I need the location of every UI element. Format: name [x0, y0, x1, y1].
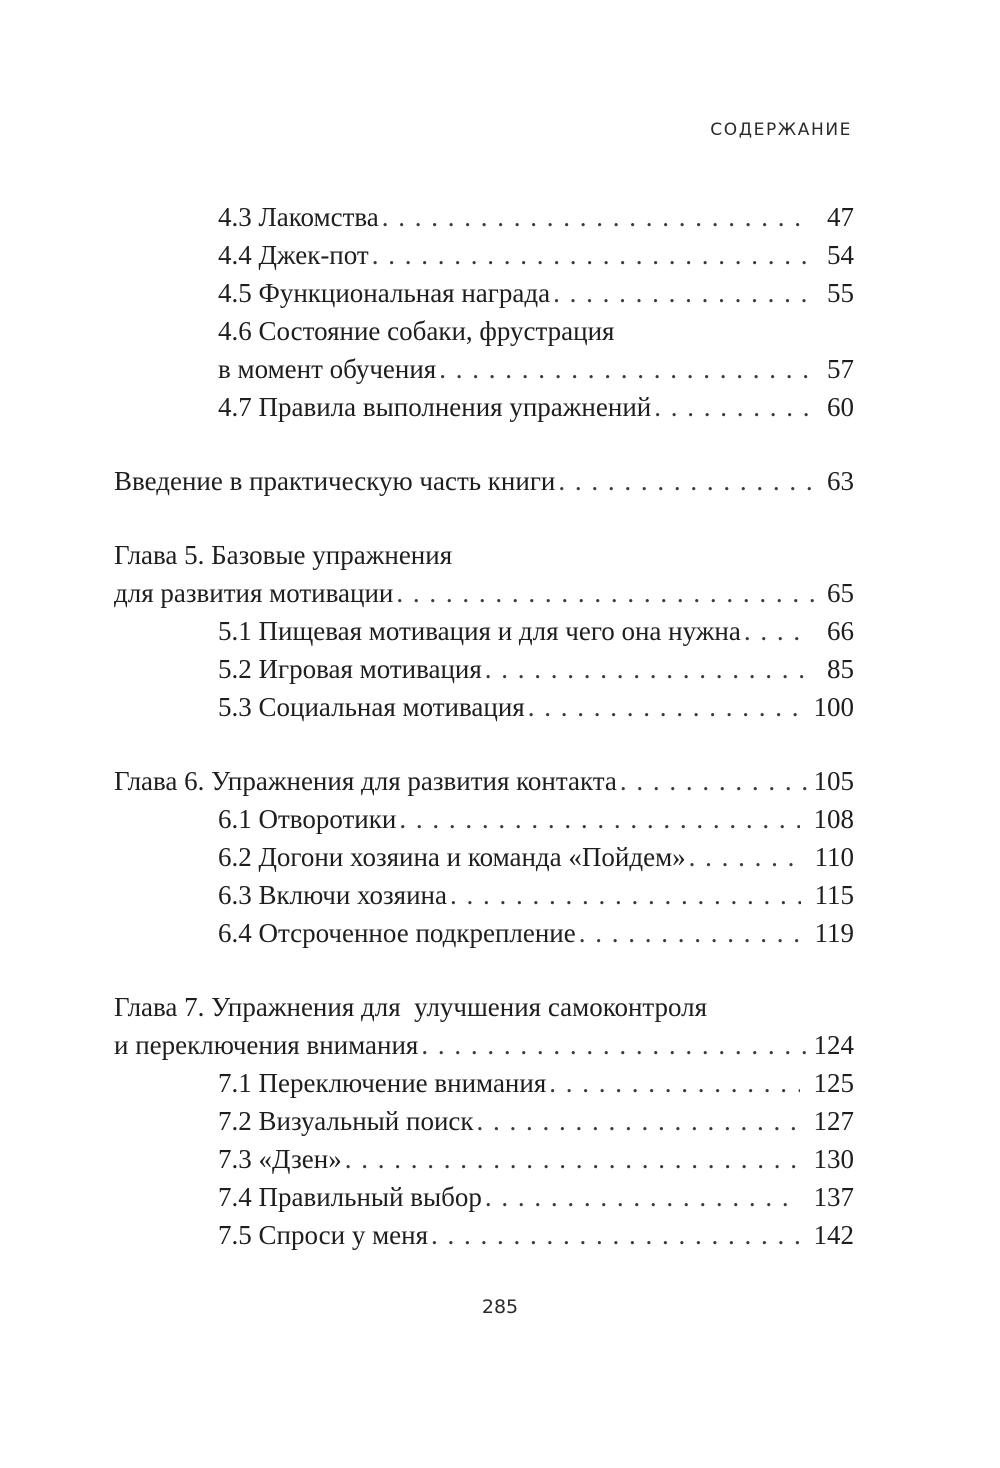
toc-entry-page: 119 [814, 918, 854, 948]
toc-entry-title: Введение в практическую часть книги [114, 466, 556, 496]
toc-entry-5-3[interactable] [114, 688, 854, 726]
toc-entry-page: 125 [813, 1068, 854, 1098]
toc-entry-4-6-line1[interactable]: 4.6 Состояние собаки, фрустрация [218, 316, 615, 346]
toc-chapter-7[interactable] [114, 1026, 854, 1064]
dot-leader [549, 1064, 799, 1102]
toc-entry-6-2[interactable] [114, 838, 854, 876]
toc-entry-page: 124 [813, 1030, 854, 1060]
toc-chapter-6[interactable] [114, 762, 854, 800]
toc-entry-page: 55 [827, 278, 854, 308]
toc-entry-page: 54 [827, 240, 854, 270]
toc-entry-page: 85 [827, 654, 854, 684]
toc-entry-page: 127 [813, 1106, 854, 1136]
toc-entry-page: 137 [813, 1182, 854, 1212]
page-number: 285 [481, 1296, 519, 1318]
toc-entry-title: 6.4 Отсроченное подкрепление [218, 918, 576, 948]
dot-leader [396, 574, 820, 612]
dot-leader [744, 612, 810, 650]
toc-entry-title: 4.7 Правила выполнения упражнений [218, 392, 652, 422]
dot-leader [382, 198, 810, 236]
toc-entry-7-4[interactable] [114, 1178, 854, 1216]
toc-entry-7-1[interactable] [114, 1064, 854, 1102]
toc-entry-4-3[interactable] [114, 198, 854, 236]
toc-entry-6-4[interactable] [114, 914, 854, 952]
toc-entry-5-1[interactable] [114, 612, 854, 650]
toc-entry-title: 6.1 Отворотики [218, 804, 397, 834]
spacer [114, 952, 854, 988]
toc-entry-intro[interactable] [114, 462, 854, 500]
dot-leader [345, 1140, 800, 1178]
toc-entry-page: 60 [827, 392, 854, 422]
toc-entry-title: 7.3 «Дзен» [218, 1144, 342, 1174]
toc-entry-page: 105 [813, 766, 854, 796]
dot-leader [558, 462, 820, 500]
toc-entry-page: 130 [813, 1144, 854, 1174]
dot-leader [620, 762, 810, 800]
toc-entry-6-3[interactable] [114, 876, 854, 914]
dot-leader [689, 838, 801, 876]
toc-entry-6-1[interactable] [114, 800, 854, 838]
dot-leader [372, 236, 810, 274]
toc-entry-title: 5.2 Игровая мотивация [218, 654, 482, 684]
spacer [114, 500, 854, 536]
toc-entry-page: 110 [814, 842, 854, 872]
toc-entry-title: 4.5 Функциональная награда [218, 278, 551, 308]
dot-leader [399, 800, 799, 838]
dot-leader [579, 914, 801, 952]
toc-entry-7-2[interactable] [114, 1102, 854, 1140]
dot-leader [431, 1216, 799, 1254]
dot-leader [450, 876, 801, 914]
toc-entry-7-3[interactable] [114, 1140, 854, 1178]
toc-entry-title: и переключения внимания [114, 1030, 419, 1060]
toc-entry-4-7[interactable] [114, 388, 854, 426]
toc-entry-7-5[interactable] [114, 1216, 854, 1254]
toc-chapter-5-line1[interactable]: Глава 5. Базовые упражнения [114, 540, 453, 570]
spacer [114, 726, 854, 762]
toc-entry-page: 63 [827, 466, 854, 496]
toc-chapter-5[interactable] [114, 574, 854, 612]
toc-entry-title: 5.1 Пищевая мотивация и для чего она нужна [218, 616, 741, 646]
dot-leader [477, 1102, 800, 1140]
dot-leader [553, 274, 810, 312]
toc-entry-page: 57 [827, 354, 854, 384]
dot-leader [421, 1026, 809, 1064]
toc-entry-title: 4.4 Джек-пот [218, 240, 369, 270]
dot-leader [485, 1178, 800, 1216]
toc-entry-page: 65 [827, 578, 854, 608]
toc-chapter-7-line1[interactable]: Глава 7. Упражнения для улучшения самоконтроля [114, 992, 708, 1022]
running-head: СОДЕРЖАНИЕ [710, 120, 852, 140]
toc-entry-title: для развития мотивации [114, 578, 394, 608]
dot-leader [528, 688, 800, 726]
toc-entry-4-5[interactable] [114, 274, 854, 312]
toc-entry-title: 4.3 Лакомства [218, 202, 379, 232]
toc-entry-title: 7.4 Правильный выбор [218, 1182, 482, 1212]
table-of-contents [114, 198, 854, 1254]
toc-entry-page: 66 [827, 616, 854, 646]
toc-entry-4-4[interactable] [114, 236, 854, 274]
toc-entry-title: Глава 6. Упражнения для развития контакта [114, 766, 617, 796]
dot-leader [485, 650, 810, 688]
toc-entry-title: 5.3 Социальная мотивация [218, 692, 525, 722]
toc-entry-title: 7.5 Спроси у меня [218, 1220, 429, 1250]
toc-entry-page: 47 [827, 202, 854, 232]
toc-entry-page: 142 [813, 1220, 854, 1250]
toc-entry-title: в момент обучения [218, 354, 437, 384]
dot-leader [654, 388, 810, 426]
toc-entry-title: 6.2 Догони хозяина и команда «Пойдем» [218, 842, 686, 872]
toc-entry-page: 108 [813, 804, 854, 834]
toc-entry-title: 7.1 Переключение внимания [218, 1068, 547, 1098]
spacer [114, 426, 854, 462]
toc-entry-page: 100 [813, 692, 854, 722]
dot-leader [439, 350, 810, 388]
toc-entry-4-6[interactable] [114, 350, 854, 388]
toc-entry-page: 115 [814, 880, 854, 910]
toc-entry-title: 6.3 Включи хозяина [218, 880, 447, 910]
toc-entry-5-2[interactable] [114, 650, 854, 688]
toc-entry-title: 7.2 Визуальный поиск [218, 1106, 474, 1136]
